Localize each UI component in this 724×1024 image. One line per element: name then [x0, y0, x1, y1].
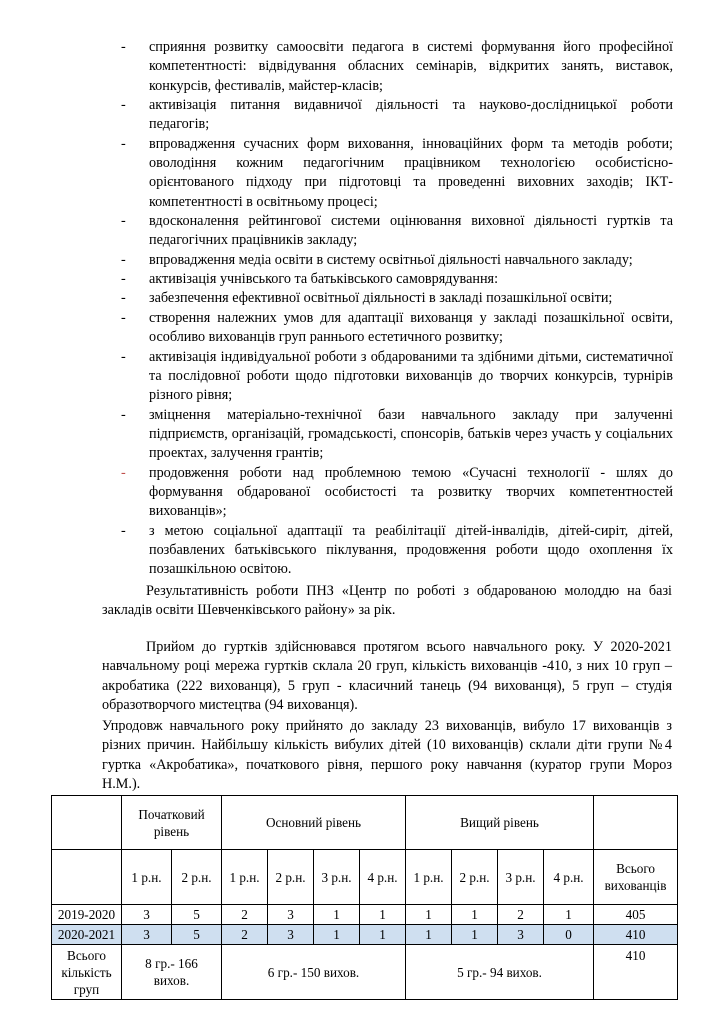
list-item [121, 522, 673, 580]
header-year: 1 р.н. [122, 850, 172, 905]
table-cell: 2 [222, 905, 268, 925]
table-cell: 1 [452, 905, 498, 925]
list-item [121, 289, 673, 308]
table-cell: 1 [452, 925, 498, 945]
table-cell: 2 [222, 925, 268, 945]
table-cell: 3 [268, 925, 314, 945]
list-dash: - [121, 522, 126, 539]
table-header-row [52, 796, 678, 850]
list-item [121, 348, 673, 406]
header-high-level: Вищий рівень [406, 796, 594, 850]
header-year: 4 р.н. [544, 850, 594, 905]
header-year: 2 р.н. [172, 850, 222, 905]
summary-label-line: кількість [61, 964, 112, 980]
header-year: 2 р.н. [452, 850, 498, 905]
summary-total: 410 [594, 945, 678, 1000]
list-dash: - [121, 271, 126, 288]
dropout-text: Упродовж навчального року прийнято до закладу 23 вихованців, вибуло 17 вихованців з різних причин. Найбільшу кількість вибулих дітей (10 вихованців) склали діти групи №4 гуртка «Акробатика», початкового рівня, першого року навчання (куратор групи Мороз Н.М.). [102, 718, 672, 793]
header-year: 4 р.н. [360, 850, 406, 905]
list-dash: - [121, 251, 126, 268]
row-total: 410 [594, 925, 678, 945]
list-item [121, 309, 673, 348]
table-cell: 1 [406, 905, 452, 925]
table-cell: 1 [314, 905, 360, 925]
list-item [121, 251, 673, 270]
list-dash: - [121, 309, 126, 326]
table-cell: 1 [544, 905, 594, 925]
list-item-text: забезпечення ефективної освітньої діяльності в закладі позашкільної освіти; [149, 290, 613, 307]
header-year: 2 р.н. [268, 850, 314, 905]
header-total-empty [594, 796, 678, 850]
row-label: 2019-2020 [52, 905, 122, 925]
list-dash: - [121, 348, 126, 365]
list-dash: - [121, 290, 126, 307]
groups-statistics-table [51, 795, 678, 1000]
header-year: 3 р.н. [498, 850, 544, 905]
summary-initial-line: 8 гр.- 166 [145, 956, 198, 971]
table-row-highlighted [52, 925, 678, 945]
table-subheader-row [52, 850, 678, 905]
table-cell: 1 [314, 925, 360, 945]
results-paragraph [102, 582, 672, 621]
table-cell: 1 [406, 925, 452, 945]
list-item-text: сприяння розвитку самоосвіти педагога в системі формування його професійної компетентності: відвідування обласних семінарів, відкритих занять, виставок, конкурсів, фестивалів, майстер-класів; [149, 39, 673, 94]
table-cell: 1 [360, 925, 406, 945]
list-item-text: зміцнення матеріально-технічної бази навчального закладу при залученні підприємств, організацій, громадськості, спонсорів, батьків через участь у соціальних проектах, залучення грантів; [149, 406, 673, 462]
table-cell: 5 [172, 925, 222, 945]
table-cell: 0 [544, 925, 594, 945]
list-item-text: активізація питання видавничої діяльності та науково-дослідницької роботи педагогів; [149, 97, 673, 133]
list-dash: - [121, 213, 126, 230]
table-cell: 3 [498, 925, 544, 945]
list-item-text: активізація учнівського та батьківського самоврядування: [149, 271, 499, 288]
row-total: 405 [594, 905, 678, 925]
header-total: Всього вихованців [594, 850, 678, 905]
header-year: 1 р.н. [222, 850, 268, 905]
list-item [121, 96, 673, 135]
list-item-text: вдосконалення рейтингової системи оцінювання виховної діяльності гуртків та педагогічних працівників закладу; [149, 213, 673, 249]
list-item-text: продовження роботи над проблемною темою «Сучасні технології - шлях до формування обдарованої особистості та розвитку творчих компетентностей вихованців»; [149, 464, 673, 520]
list-item [121, 270, 673, 289]
list-item [121, 464, 673, 522]
list-item [121, 406, 673, 464]
row-label: 2020-2021 [52, 925, 122, 945]
table-cell: 5 [172, 905, 222, 925]
summary-initial-line: вихов. [153, 973, 190, 988]
list-item-text: впровадження медіа освіти в систему освітньої діяльності навчального закладу; [149, 251, 633, 268]
table-cell: 3 [268, 905, 314, 925]
summary-initial [122, 945, 222, 1000]
table-cell: 2 [498, 905, 544, 925]
header-main-level: Основний рівень [222, 796, 406, 850]
table-corner-cell [52, 796, 122, 850]
list-dash: - [121, 97, 126, 114]
list-item [121, 135, 673, 212]
summary-label-line: груп [73, 981, 100, 997]
list-item [121, 212, 673, 251]
dropout-paragraph [102, 717, 672, 794]
table-cell: 3 [122, 905, 172, 925]
list-item-text: впровадження сучасних форм виховання, інноваційних форм та методів роботи; оволодіння кожним педагогічним працівником технологією особистісно-орієнтованого підходу при підготовці та проведенні виховних заходів; ІКТ-компетентності в освітньому процесі; [149, 135, 673, 210]
task-bullet-list [121, 38, 673, 580]
list-item-text: з метою соціальної адаптації та реабілітації дітей-інвалідів, дітей-сиріт, дітей, позбавлених батьківського піклування, продовження роботи щодо охоплення їх позашкільною освітою. [149, 522, 673, 578]
header-year: 3 р.н. [314, 850, 360, 905]
summary-main: 6 гр.- 150 вихов. [222, 945, 406, 1000]
list-dash-red: - [121, 464, 126, 481]
table-row [52, 905, 678, 925]
header-initial-level: Початковий рівень [122, 796, 222, 850]
header-year: 1 р.н. [406, 850, 452, 905]
summary-high: 5 гр.- 94 вихов. [406, 945, 594, 1000]
admission-text: Прийом до гуртків здійснювався протягом всього навчального року. У 2020-2021 навчальному році мережа гуртків склала 20 груп, кількість вихованців -410, з них 10 груп – акробатика (222 вихованця), 5 груп - класичний танець (94 вихованця), 5 груп – студія образотворчого мистецтва (94 вихованця). [102, 639, 672, 714]
admission-paragraph [102, 638, 672, 715]
list-dash: - [121, 406, 126, 423]
table-cell: 1 [360, 905, 406, 925]
table-cell: 3 [122, 925, 172, 945]
list-item [121, 38, 673, 96]
list-item-text: створення належних умов для адаптації вихованця у закладі позашкільної освіти, особливо вихованців груп раннього естетичного розвитку; [149, 309, 673, 346]
table-cell-empty [52, 850, 122, 905]
table-summary-row [52, 945, 678, 1000]
list-item-text: активізація індивідуальної роботи з обдарованими та здібними дітьми, систематичної та послідовної роботи щодо підготовки вихованців до творчих конкурсів, турнірів різного рівня; [149, 348, 673, 404]
summary-label-line: Всього [67, 947, 106, 963]
list-dash: - [121, 135, 126, 152]
results-text: Результативність роботи ПНЗ «Центр по роботі з обдарованою молоддю на базі закладів освіти Шевченківського району» за рік. [102, 583, 672, 619]
list-dash: - [121, 39, 126, 55]
summary-label [52, 945, 122, 1000]
